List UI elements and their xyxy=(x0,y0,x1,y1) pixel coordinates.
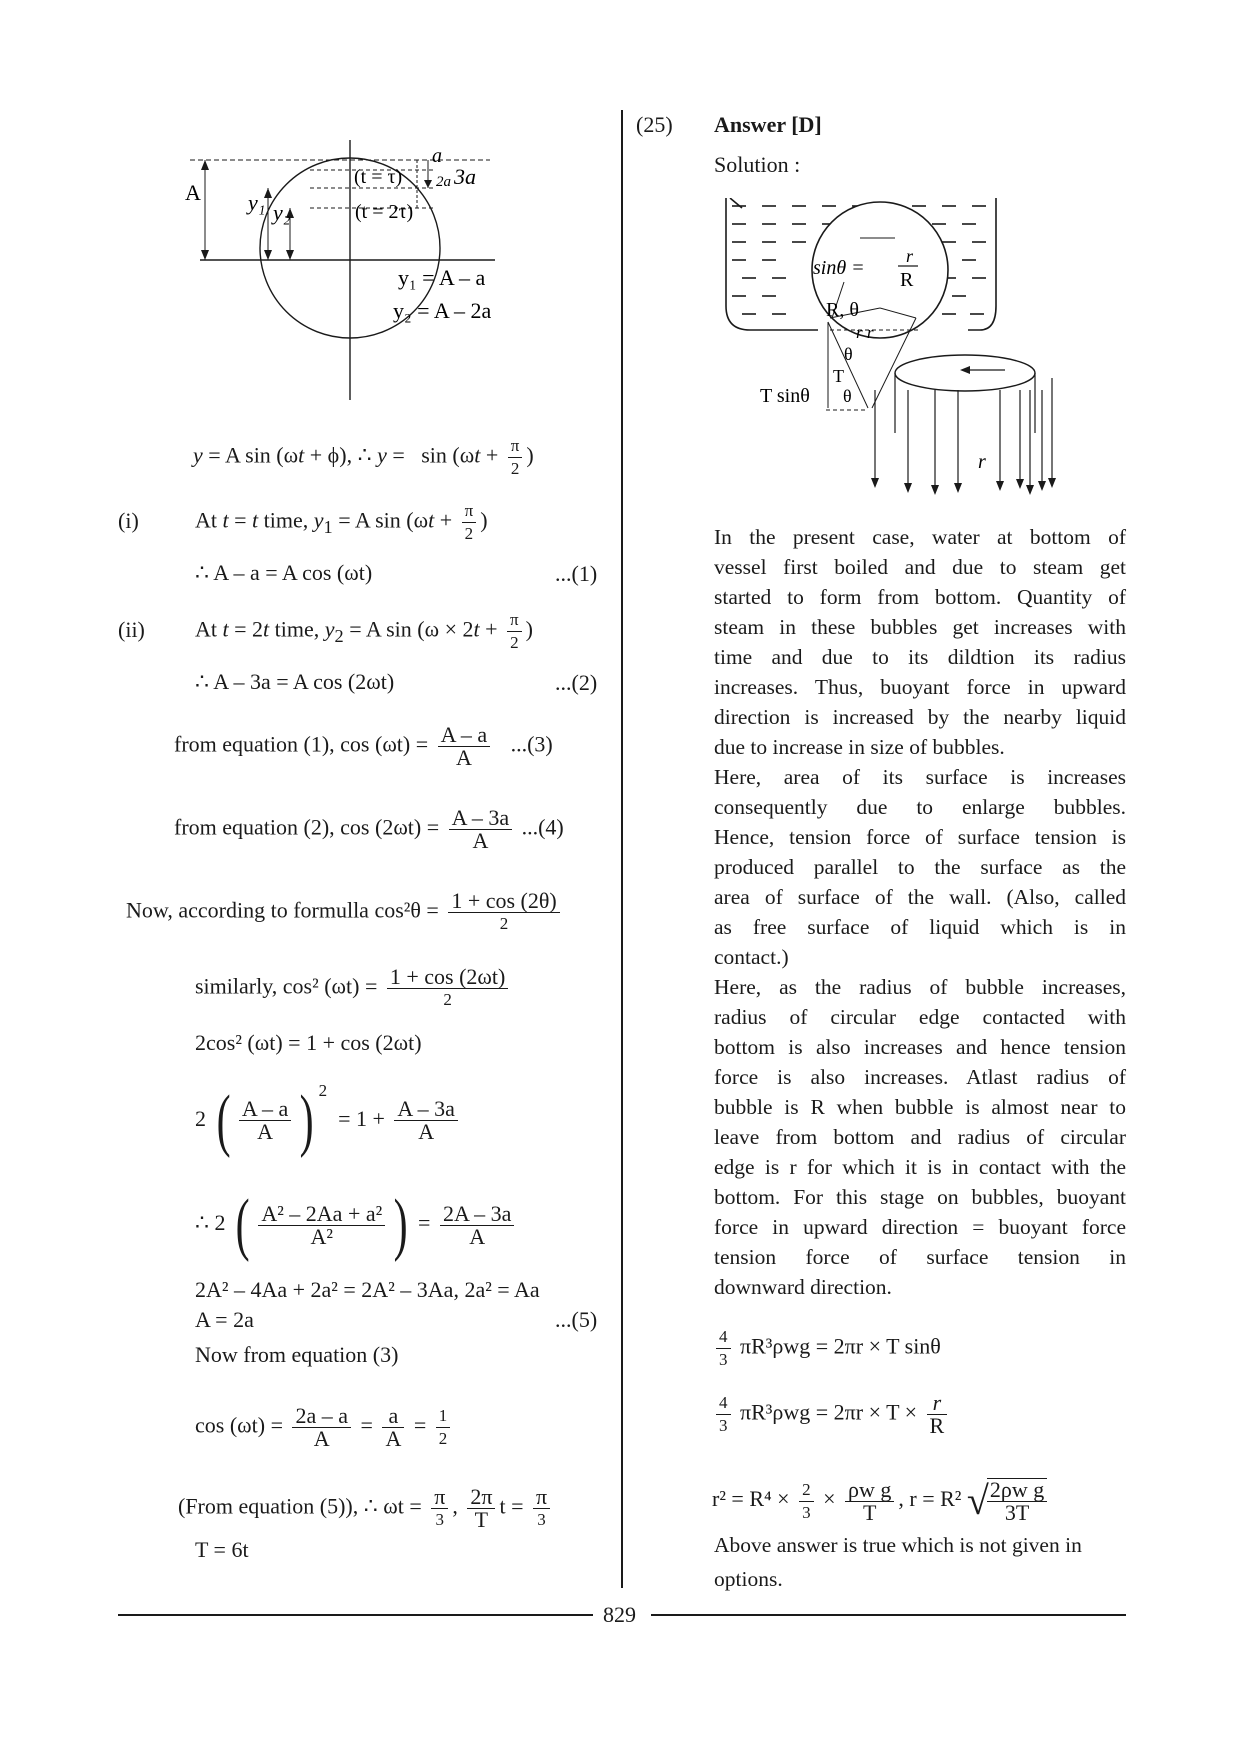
eq-ii-line2: ∴ A – 3a = A cos (2ωt) xyxy=(195,669,395,694)
label-t-2tau: (t = 2τ) xyxy=(355,201,414,223)
eq-from5: (From equation (5)), ∴ ωt = $\frac{\pi}{3}$ , $\frac{2\pi}{T}$ t = $\frac{\pi}{3}$ xyxy=(178,1486,554,1531)
label-2a: 2a xyxy=(436,174,451,190)
label-A: A xyxy=(185,180,201,205)
solution-label: Solution : xyxy=(714,152,801,177)
para-line: In the present case, water at bottom of xyxy=(714,525,1126,549)
label-T-sin: T sinθ xyxy=(760,385,810,407)
para-line: consequently due to enlarge bubbles. xyxy=(714,795,1126,819)
eq-expand: ∴ 2 ( $\frac{\text{A² – 2Aa + a²}}{\text{A²}}$ ) = $\frac{2A - 3a}{A}$ xyxy=(195,1190,518,1262)
label-r-disc: r xyxy=(978,451,986,473)
para-line: force in upward direction = buoyant force xyxy=(714,1215,1126,1239)
para-line: area of surface of the wall. (Also, called xyxy=(714,885,1126,909)
eq-buoyant-2: $\frac{4}{3}$ πR³ρwg = 2πr × T × $\frac{r}{R}$ xyxy=(712,1392,951,1437)
label-y1: y₁ xyxy=(248,190,266,215)
eq-ii-line1: At t = 2t time, $y_2 = A$ sin (ω × 2t + $\frac{\pi}{2}$ ) xyxy=(195,610,533,652)
para-line: steam in these bubbles get increases with xyxy=(714,615,1126,639)
para-line: Hence, tension force of surface tension is xyxy=(714,825,1126,849)
para-line: leave from bottom and radius of circular xyxy=(714,1125,1126,1149)
eq-r-squared: r² = R⁴ × $\frac{2}{3}$ × $\frac{\text{ρw g}}{T}$ , r = R² √ $\frac{\text{2ρw g}}{3T}$ xyxy=(712,1478,1051,1524)
label-y1-eq: y₁ = A – a xyxy=(398,265,486,290)
label-3a: 3a xyxy=(454,164,476,189)
para-line: bottom is also increases and hence tension xyxy=(714,1035,1126,1059)
page-number: 829 xyxy=(603,1602,636,1627)
eq-general: y = A sin (ωt + ϕ), ∴ y = sin (ωt + $\frac{\pi}{2}$ ) xyxy=(193,436,534,478)
para-line: contact.) xyxy=(714,945,789,969)
para-line: Here, as the radius of bubble increases, xyxy=(714,975,1126,999)
eq-two-cos: 2cos² (ωt) = 1 + cos (2ωt) xyxy=(195,1030,422,1055)
para-line: increases. Thus, buoyant force in upward xyxy=(714,675,1126,699)
eq-formula: Now, according to formulla cos²θ = $\frac{1 + \cos (2\theta)}{2}$ xyxy=(126,890,564,935)
para-line: bottom. For this stage on bubbles, buoyant xyxy=(714,1185,1126,1209)
eq-buoyant-1: $\frac{4}{3}$ πR³ρwg = 2πr × T sinθ xyxy=(712,1326,941,1371)
column-divider xyxy=(621,110,623,1588)
conclusion-line2: options. xyxy=(714,1567,783,1591)
eq-i-line1: At t = t time, $y_1 = A$ sin (ωt + $\frac{\pi}{2}$ ) xyxy=(195,501,488,543)
para-line: tension force of surface tension in xyxy=(714,1245,1126,1269)
ref-5: ...(5) xyxy=(555,1307,598,1332)
para-line: started to form from bottom. Quantity of xyxy=(714,585,1126,609)
ref-1: ...(1) xyxy=(555,561,598,586)
answer-label: Answer [D] xyxy=(714,112,822,137)
eq-3: from equation (1), cos (ωt) = $\frac{A - a}{A}$ ...(3) xyxy=(174,722,553,770)
label-a: a xyxy=(432,145,442,167)
label-R-theta: R, θ xyxy=(826,299,859,321)
shm-circle-diagram xyxy=(160,140,560,405)
para-line: due to increase in size of bubbles. xyxy=(714,735,1005,759)
solution-paragraph xyxy=(714,522,1126,1302)
para-line: vessel first boiled and due to steam get xyxy=(714,555,1126,579)
label-t-tau: (t = τ) xyxy=(354,166,403,188)
eq-similarly: similarly, cos² (ωt) = $\frac{1 + \cos (2\omega t)}{2}$ xyxy=(195,966,512,1011)
para-line: direction is increased by the nearby liquid xyxy=(714,705,1126,729)
conclusion-line1: Above answer is true which is not given in xyxy=(714,1533,1082,1557)
question-number: (25) xyxy=(636,112,673,137)
para-line: downward direction. xyxy=(714,1275,892,1299)
label-theta-mid: θ xyxy=(844,344,853,364)
para-line: radius of circular edge contacted with xyxy=(714,1005,1126,1029)
eq-A-2a: A = 2a xyxy=(195,1307,254,1332)
label-theta-low: θ xyxy=(843,386,852,406)
para-line: as free surface of liquid which is in xyxy=(714,915,1126,939)
label-R-bottom: R xyxy=(900,269,914,291)
para-line: force is also increases. Atlast radius of xyxy=(714,1065,1126,1089)
label-rr: r r xyxy=(856,323,874,342)
eq-square: 2 ( $\frac{A - a}{A}$ ) $^2$ = 1 + $\frac{A - 3a}{A}$ xyxy=(195,1078,462,1150)
para-line: produced parallel to the surface as the xyxy=(714,855,1126,879)
label-i: (i) xyxy=(118,508,139,533)
eq-cos-final: cos (ωt) = $\frac{2a - a}{A}$ = $\frac{a}{A}$ = $\frac{1}{2}$ xyxy=(195,1405,454,1450)
para-line: bubble is R when bubble is almost near to xyxy=(714,1095,1126,1119)
para-line: edge is r for which it is in contact with the xyxy=(714,1155,1126,1179)
eq-4: from equation (2), cos (2ωt) = $\frac{A - 3a}{A}$ ...(4) xyxy=(174,805,564,853)
eq-T: T = 6t xyxy=(195,1537,249,1562)
bubble-diagram xyxy=(720,198,1065,498)
label-r-top: r xyxy=(906,246,914,266)
footer-rule-left xyxy=(118,1614,593,1616)
para-line: Here, area of its surface is increases xyxy=(714,765,1126,789)
sin-eq-label: sinθ = xyxy=(813,257,865,279)
footer-rule-right xyxy=(651,1614,1126,1616)
now-eq3: Now from equation (3) xyxy=(195,1342,399,1367)
eq-2a2: 2A² – 4Aa + 2a² = 2A² – 3Aa, 2a² = Aa xyxy=(195,1277,540,1302)
eq-i-line2: ∴ A – a = A cos (ωt) xyxy=(195,560,373,585)
para-line: time and due to its dildtion its radius xyxy=(714,645,1126,669)
label-ii: (ii) xyxy=(118,617,145,642)
label-T: T xyxy=(833,366,844,386)
label-y2: y₂ xyxy=(273,200,291,225)
label-y2-eq: y₂ = A – 2a xyxy=(393,298,492,323)
ref-2: ...(2) xyxy=(555,670,598,695)
